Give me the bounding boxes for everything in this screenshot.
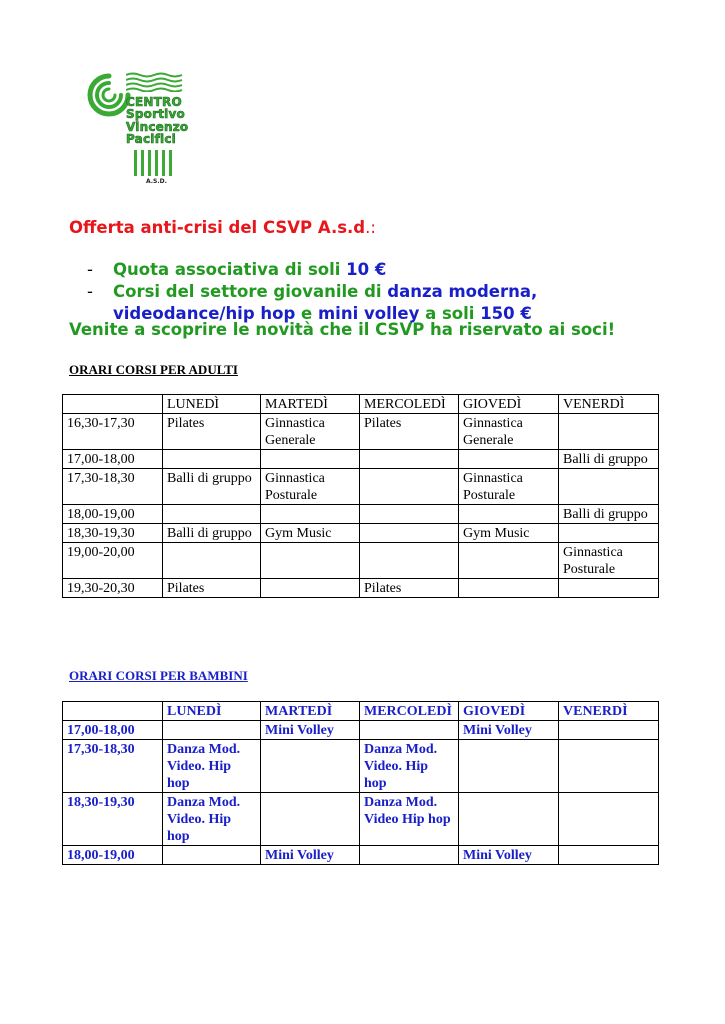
time-cell: 19,00-20,00 — [63, 543, 163, 579]
logo-bars-icon — [134, 150, 174, 176]
table-header-row — [63, 395, 659, 414]
course-cell — [459, 740, 559, 793]
offer-title-suffix: .: — [365, 218, 376, 237]
course-cell — [459, 579, 559, 598]
course-cell: Pilates — [163, 414, 261, 450]
table-row — [63, 846, 659, 865]
course-cell — [261, 505, 360, 524]
corsi-minivolley: mini volley — [317, 304, 420, 323]
course-cell — [559, 846, 659, 865]
time-cell: 19,30-20,30 — [63, 579, 163, 598]
course-cell: Danza Mod. Video. Hip hop — [360, 740, 459, 793]
bullet-quota — [87, 259, 667, 281]
offer-title — [69, 217, 376, 239]
course-cell — [261, 543, 360, 579]
schedule-table-adulti — [62, 394, 659, 598]
table-row — [63, 740, 659, 793]
course-cell — [360, 846, 459, 865]
course-cell: Pilates — [360, 414, 459, 450]
table-row — [63, 793, 659, 846]
table-header-cell: MERCOLEDÌ — [360, 702, 459, 721]
course-cell — [163, 505, 261, 524]
time-cell: 17,00-18,00 — [63, 721, 163, 740]
course-cell: Gym Music — [261, 524, 360, 543]
logo-text-sportivo: Sportivo — [126, 107, 185, 121]
logo-text-pacifici: Pacifici — [126, 132, 176, 146]
table-header-cell: VENERDÌ — [559, 395, 659, 414]
course-cell: Mini Volley — [459, 846, 559, 865]
course-cell: Balli di gruppo — [559, 450, 659, 469]
course-cell: Ginnastica Posturale — [459, 469, 559, 505]
course-cell: Pilates — [163, 579, 261, 598]
table-header-cell: VENERDÌ — [559, 702, 659, 721]
corsi-danza: danza moderna, videodance/hip hop — [113, 282, 538, 323]
wave-stripes-icon — [126, 72, 184, 92]
course-cell: Gym Music — [459, 524, 559, 543]
course-cell — [360, 543, 459, 579]
course-cell — [261, 740, 360, 793]
quota-price: 10 € — [346, 260, 387, 279]
time-cell: 16,30-17,30 — [63, 414, 163, 450]
course-cell: Danza Mod. Video Hip hop — [360, 793, 459, 846]
quota-text: Quota associativa di soli — [113, 260, 347, 279]
course-cell — [360, 450, 459, 469]
table-header-cell: MARTEDÌ — [261, 702, 360, 721]
schedule-table-bambini — [62, 701, 659, 865]
logo-text-centro: CENTRO — [126, 95, 182, 109]
corsi-price: 150 € — [480, 304, 532, 323]
corsi-and: e — [295, 304, 318, 323]
csvp-logo — [82, 68, 192, 192]
time-cell: 17,30-18,30 — [63, 740, 163, 793]
table-header-cell — [63, 395, 163, 414]
course-cell — [559, 721, 659, 740]
bullet-dash: - — [87, 260, 93, 279]
table-row — [63, 450, 659, 469]
course-cell — [163, 450, 261, 469]
course-cell — [559, 524, 659, 543]
course-cell — [163, 543, 261, 579]
course-cell — [261, 793, 360, 846]
offer-bullets — [87, 259, 667, 325]
course-cell: Ginnastica Generale — [459, 414, 559, 450]
course-cell: Balli di gruppo — [163, 469, 261, 505]
course-cell — [360, 721, 459, 740]
time-cell: 17,00-18,00 — [63, 450, 163, 469]
course-cell — [459, 505, 559, 524]
section-title-adulti: ORARI CORSI PER ADULTI — [69, 362, 238, 377]
table-row — [63, 721, 659, 740]
logo-asd: A.S.D. — [146, 178, 167, 185]
course-cell — [559, 469, 659, 505]
time-cell: 18,30-19,30 — [63, 524, 163, 543]
course-cell: Mini Volley — [459, 721, 559, 740]
logo-text-vincenzo: Vincenzo — [126, 120, 189, 134]
course-cell — [163, 846, 261, 865]
table-header-cell: GIOVEDÌ — [459, 395, 559, 414]
course-cell — [559, 579, 659, 598]
course-cell — [360, 505, 459, 524]
course-cell: Pilates — [360, 579, 459, 598]
table-header-cell: GIOVEDÌ — [459, 702, 559, 721]
course-cell — [459, 793, 559, 846]
corsi-text: Corsi del settore giovanile di — [113, 282, 388, 301]
corsi-soli: a soli — [419, 304, 481, 323]
table-header-cell: LUNEDÌ — [163, 702, 261, 721]
course-cell: Ginnastica Generale — [261, 414, 360, 450]
course-cell: Balli di gruppo — [163, 524, 261, 543]
course-cell: Balli di gruppo — [559, 505, 659, 524]
time-cell: 18,00-19,00 — [63, 505, 163, 524]
table-header-row — [63, 702, 659, 721]
time-cell: 18,30-19,30 — [63, 793, 163, 846]
table-header-cell — [63, 702, 163, 721]
table-row — [63, 505, 659, 524]
table-header-cell: MERCOLEDÌ — [360, 395, 459, 414]
time-cell: 17,30-18,30 — [63, 469, 163, 505]
course-cell — [559, 740, 659, 793]
course-cell: Ginnastica Posturale — [559, 543, 659, 579]
course-cell: Ginnastica Posturale — [261, 469, 360, 505]
table-row — [63, 543, 659, 579]
course-cell — [459, 543, 559, 579]
venite-text: Venite a scoprire le novità che il CSVP ha riservato ai soci! — [69, 320, 616, 339]
time-cell: 18,00-19,00 — [63, 846, 163, 865]
course-cell — [360, 469, 459, 505]
course-cell — [559, 414, 659, 450]
course-cell — [360, 524, 459, 543]
section-title-bambini: ORARI CORSI PER BAMBINI — [69, 668, 248, 683]
table-header-cell: MARTEDÌ — [261, 395, 360, 414]
table-row — [63, 524, 659, 543]
offer-title-text: Offerta anti-crisi del CSVP A.s.d — [69, 218, 366, 237]
course-cell: Mini Volley — [261, 846, 360, 865]
course-cell: Danza Mod. Video. Hip hop — [163, 740, 261, 793]
course-cell: Danza Mod. Video. Hip hop — [163, 793, 261, 846]
course-cell — [261, 450, 360, 469]
table-header-cell: LUNEDÌ — [163, 395, 261, 414]
course-cell: Mini Volley — [261, 721, 360, 740]
course-cell — [459, 450, 559, 469]
table-row — [63, 414, 659, 450]
course-cell — [261, 579, 360, 598]
course-cell — [163, 721, 261, 740]
bullet-dash: - — [87, 282, 93, 301]
table-row — [63, 469, 659, 505]
table-row — [63, 579, 659, 598]
course-cell — [559, 793, 659, 846]
